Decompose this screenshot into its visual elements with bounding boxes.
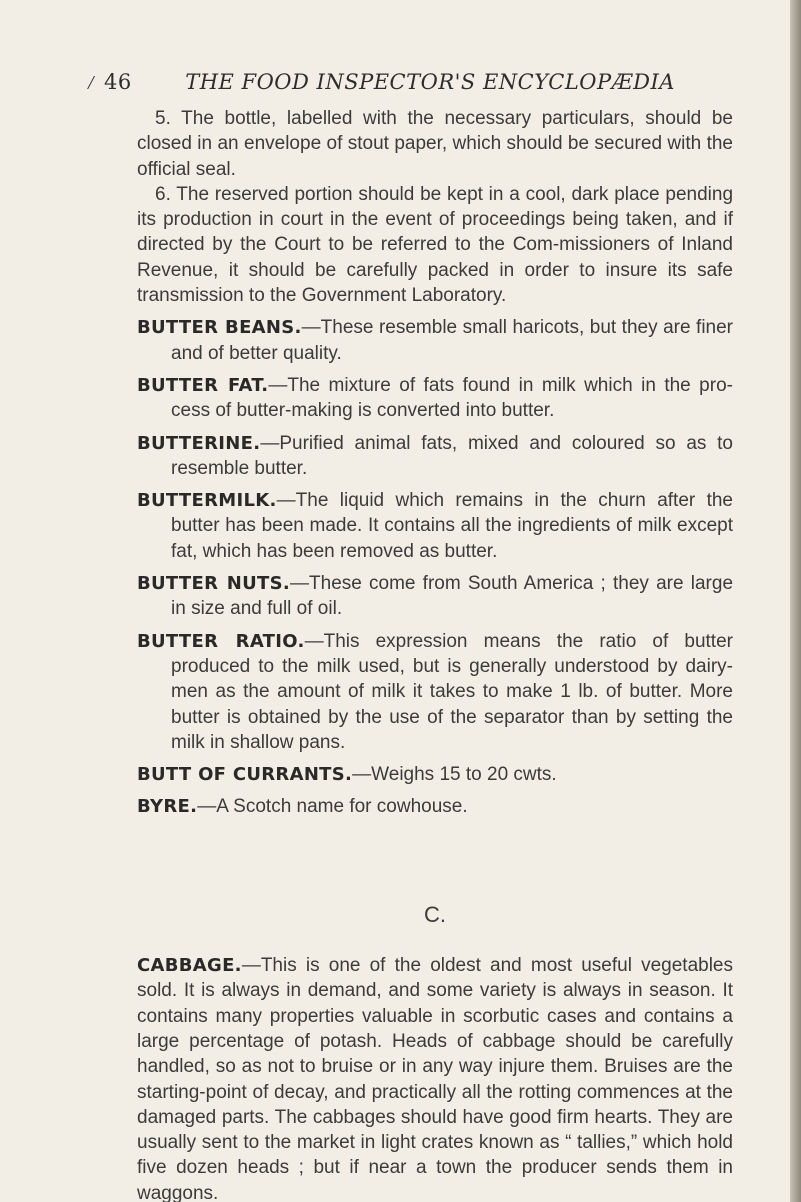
entry-definition: —These resemble small haricots, but they are finer and of better quality. bbox=[171, 317, 733, 364]
page-number: 46 bbox=[104, 70, 132, 94]
entry-term: BUTTER FAT. bbox=[137, 374, 269, 396]
section-heading-c: C. bbox=[424, 901, 446, 927]
running-header bbox=[88, 70, 675, 94]
entry-butter-beans bbox=[137, 315, 733, 366]
entry-term: BUTTER BEANS. bbox=[137, 317, 302, 339]
entry-definition: —This expression means the ratio of butter produced to the milk used, but is generally understood by dairy-men as the amount of milk it takes to make 1 lb. of butter. More butter is obtained by the use of the separator than by setting the milk in shallow pans. bbox=[171, 630, 733, 753]
numbered-item-5 bbox=[137, 106, 733, 182]
entry-term: BUTT OF CURRANTS. bbox=[137, 764, 353, 786]
entry-term: BUTTERINE. bbox=[137, 432, 261, 454]
entry-cabbage bbox=[137, 953, 733, 1202]
margin-mark: / bbox=[88, 72, 95, 94]
numbered-item-6 bbox=[137, 182, 733, 308]
entry-term: BUTTERMILK. bbox=[137, 490, 277, 512]
entry-definition: —A Scotch name for cowhouse. bbox=[197, 796, 468, 818]
running-title: THE FOOD INSPECTOR'S ENCYCLOPÆDIA bbox=[185, 70, 675, 94]
entry-definition: —Weighs 15 to 20 cwts. bbox=[352, 764, 557, 786]
entry-term: BUTTER RATIO. bbox=[137, 630, 305, 652]
entry-butt-of-currants bbox=[137, 762, 733, 787]
entry-byre bbox=[137, 794, 733, 819]
entry-buttermilk bbox=[137, 488, 733, 564]
entry-definition: —The liquid which remains in the churn after the butter has been made. It contains all the ingredients of milk except fat, which has been removed as butter. bbox=[171, 490, 733, 562]
item-text: The reserved portion should be kept in a cool, dark place pending its production in court in the event of proceedings being taken, and if directed by the Court to be referred to the Com-missioners of Inland Revenue, it should be carefully packed in order to insure its safe transmission to the Government Laboratory. bbox=[137, 183, 734, 307]
entry-definition: —Purified animal fats, mixed and coloured so as to resemble butter. bbox=[171, 432, 733, 479]
entry-butter-fat bbox=[137, 373, 733, 424]
entry-definition: —The mixture of fats found in milk which in the pro-cess of butter-making is converted into butter. bbox=[171, 374, 733, 422]
entry-definition: —These come from South America ; they are large in size and full of oil. bbox=[171, 573, 734, 620]
entry-term: CABBAGE. bbox=[137, 955, 242, 977]
entry-definition: —This is one of the oldest and most useful vegetables sold. It is always in demand, and some variety is always in season. It contains many properties valuable in scorbutic cases and contains a large percentage of potash. Heads of cabbage should be carefully handled, so as not to bruise or in any way injure them. Bruises are the starting-point of decay, and practically all the rotting commences at the damaged parts. The cabbages should have good firm hearts. They are usually sent to the market in light crates known as “ tallies,” which hold five dozen heads ; but if near a town the producer sends them in waggons. bbox=[137, 955, 733, 1202]
item-number: 5. bbox=[155, 108, 171, 129]
page-body bbox=[137, 106, 733, 1202]
entry-butter-ratio bbox=[137, 629, 733, 755]
page-edge-shadow bbox=[790, 0, 801, 1202]
entry-term: BYRE. bbox=[137, 796, 198, 818]
item-number: 6. bbox=[155, 183, 171, 205]
entry-butter-nuts bbox=[137, 571, 733, 622]
item-text: The bottle, labelled with the necessary particulars, should be closed in an envelope of stout paper, which should be secured with the official seal. bbox=[137, 108, 734, 180]
entry-term: BUTTER NUTS. bbox=[137, 573, 291, 595]
entry-butterine bbox=[137, 431, 733, 482]
